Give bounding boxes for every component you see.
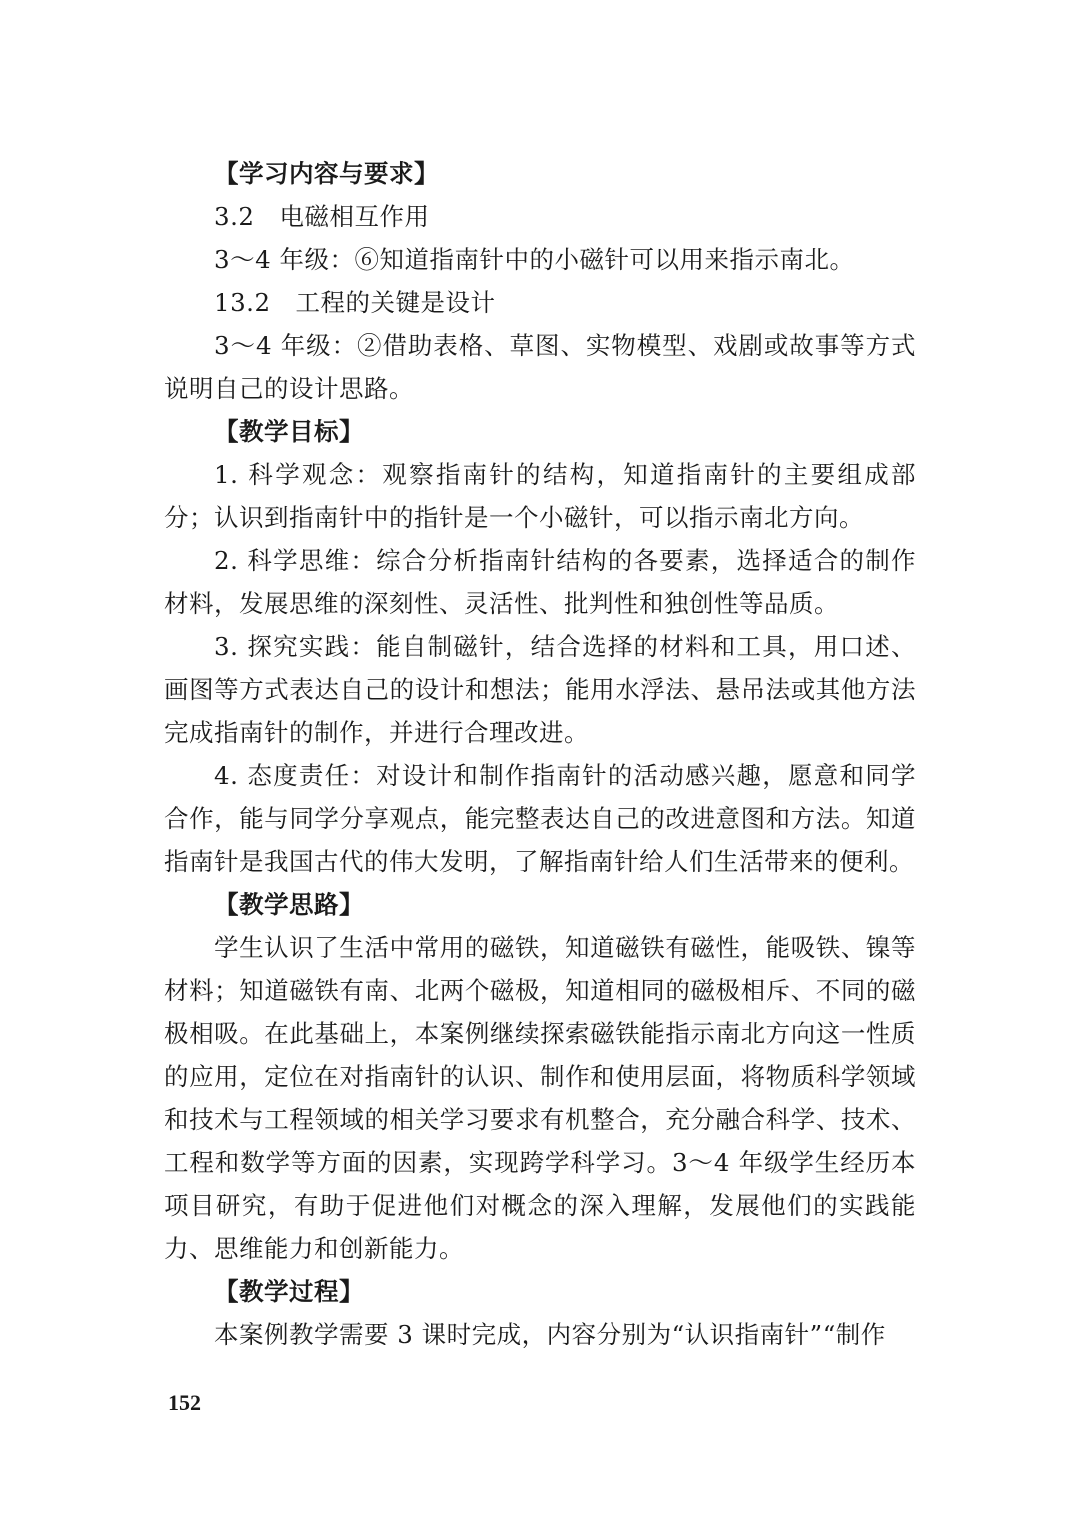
goal-item: 3. 探究实践：能自制磁针，结合选择的材料和工具，用口述、画图等方式表达自己的设计和想法；能用水浮法、悬吊法或其他方法完成指南针的制作，并进行合理改进。 (164, 632, 916, 747)
requirement-item-title: 13.2 工程的关键是设计 (214, 288, 496, 317)
goal-item: 1. 科学观念：观察指南针的结构，知道指南针的主要组成部分；认识到指南针中的指针是一个小磁针，可以指示南北方向。 (164, 460, 916, 532)
section-heading-approach: 【教学思路】 (214, 890, 364, 919)
page-number: 152 (168, 1390, 201, 1415)
goal-item: 4. 态度责任：对设计和制作指南针的活动感兴趣，愿意和同学合作，能与同学分享观点，能完整表达自己的改进意图和方法。知道指南针是我国古代的伟大发明，了解指南针给人们生活带来的便利。 (164, 761, 916, 876)
page-content (164, 152, 916, 1356)
process-paragraph: 本案例教学需要 3 课时完成，内容分别为“认识指南针”“制作 (214, 1320, 886, 1349)
section-heading-content-requirements: 【学习内容与要求】 (214, 159, 439, 188)
section-heading-process: 【教学过程】 (214, 1277, 364, 1306)
section-heading-goals: 【教学目标】 (214, 417, 364, 446)
approach-paragraph: 学生认识了生活中常用的磁铁，知道磁铁有磁性，能吸铁、镍等材料；知道磁铁有南、北两个磁极，知道相同的磁极相斥、不同的磁极相吸。在此基础上，本案例继续探索磁铁能指示南北方向这一性质的应用，定位在对指南针的认识、制作和使用层面，将物质科学领域和技术与工程领域的相关学习要求有机整合，充分融合科学、技术、工程和数学等方面的因素，实现跨学科学习。3～4 年级学生经历本项目研究，有助于促进他们对概念的深入理解，发展他们的实践能力、思维能力和创新能力。 (164, 933, 916, 1263)
requirement-item-text: 3～4 年级：⑥知道指南针中的小磁针可以用来指示南北。 (214, 245, 855, 274)
requirement-item-title: 3.2 电磁相互作用 (214, 202, 430, 231)
goal-item: 2. 科学思维：综合分析指南针结构的各要素，选择适合的制作材料，发展思维的深刻性、灵活性、批判性和独创性等品质。 (164, 546, 916, 618)
requirement-item-text: 3～4 年级：②借助表格、草图、实物模型、戏剧或故事等方式说明自己的设计思路。 (164, 331, 916, 403)
